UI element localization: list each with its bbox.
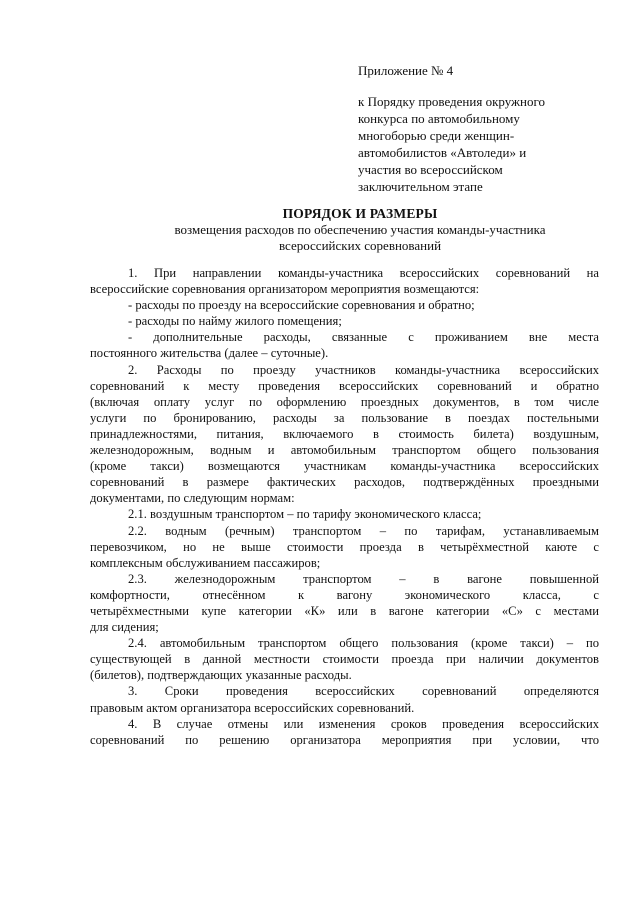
body-line: 2. Расходы по проезду участников команды-участника всероссийских [128,362,599,377]
body-line: 3. Сроки проведения всероссийских соревнований определяются [128,684,599,699]
body-line: соревнований в размере фактических расходов, подтверждённых проездными [90,475,599,490]
body-line: принадлежностями, питания, включаемого в стоимость билета) воздушным, [90,426,599,441]
title-block [90,205,630,254]
body-line: - расходы по найму жилого помещения; [128,314,342,329]
appendix-line: заключительном этапе [358,179,483,194]
body-line: услуги по бронированию, расходы за пользование в поездах постельными [90,410,599,425]
body-line: железнодорожным, водным и автомобильным транспортом общего пользования [90,443,599,458]
document-subtitle-line: всероссийских соревнований [278,238,442,253]
body-line: (включая оплату услуг по оформлению проездных документов, в том числе [90,394,599,409]
body-line: соревнований по решению организатора мероприятия при условии, что [90,732,599,747]
body-line: (кроме такси) возмещаются участникам команды-участника всероссийских [90,459,599,474]
body-line: 2.3. железнодорожным транспортом – в вагоне повышенной [128,571,599,586]
body-line: (билетов), подтверждающих указанные расходы. [90,668,352,683]
appendix-number: Приложение № 4 [358,63,454,78]
body-line: всероссийские соревнования организатором мероприятия возмещаются: [90,282,480,297]
body-line: 2.4. автомобильным транспортом общего пользования (кроме такси) – по [128,636,599,651]
appendix-line: автомобилистов «Автоледи» и [358,145,527,160]
appendix-line: к Порядку проведения окружного [358,94,545,109]
body-line: соревнований к месту проведения всероссийских соревнований и обратно [90,378,599,393]
body-line: 1. При направлении команды-участника всероссийских соревнований на [128,266,599,280]
appendix-line: участия во всероссийском [358,162,503,177]
document-subtitle-line: возмещения расходов по обеспечению участия команды-участника [174,222,546,237]
body-line: постоянного жительства (далее – суточные). [90,346,329,361]
appendix-line: многоборью среди женщин- [358,128,515,143]
appendix-line: конкурса по автомобильному [358,111,520,126]
body-line: документами, по следующим нормам: [90,491,295,506]
body-line: комплексным обслуживанием пассажиров; [90,555,321,570]
body-line: для сидения; [90,620,159,635]
body-line: комфортности, отнесённом к вагону экономического класса, с [90,587,599,602]
body-line: 2.2. водным (речным) транспортом – по тарифам, устанавливаемым [128,523,599,538]
body-line: - дополнительные расходы, связанные с проживанием вне места [128,330,599,345]
body-line: существующей в данной местности стоимости проезда при наличии документов [90,652,599,667]
body-line: 4. В случае отмены или изменения сроков проведения всероссийских [128,716,599,731]
body-line: перевозчиком, но не выше стоимости проезда в четырёхместной каюте с [90,539,599,554]
body-line: правовым актом организатора всероссийских соревнований. [90,700,415,715]
body-line: - расходы по проезду на всероссийские соревнования и обратно; [128,298,475,313]
document-body [90,265,599,748]
body-line: 2.1. воздушным транспортом – по тарифу экономического класса; [128,507,482,522]
appendix-header [358,62,598,195]
document-title: ПОРЯДОК И РАЗМЕРЫ [282,206,438,221]
body-line: четырёхместными купе категории «К» или в вагоне категории «С» с местами [90,603,599,618]
